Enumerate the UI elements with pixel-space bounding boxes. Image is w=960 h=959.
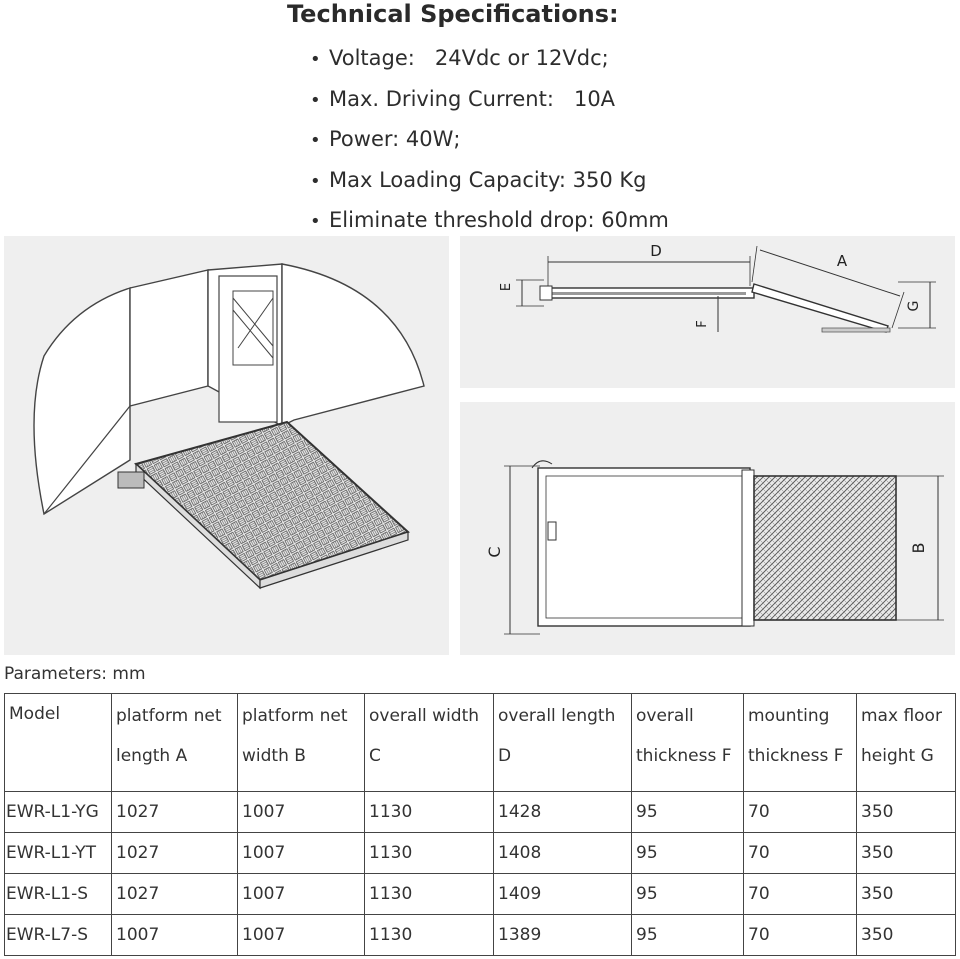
label-d: D bbox=[650, 242, 662, 260]
cell: 70 bbox=[744, 915, 857, 956]
header-width-c: overall width C bbox=[365, 694, 494, 792]
parameters-caption: Parameters: mm bbox=[4, 664, 146, 684]
cell: 350 bbox=[857, 833, 956, 874]
perspective-drawing bbox=[4, 236, 449, 655]
cell: EWR-L1-YT bbox=[5, 833, 112, 874]
table-row bbox=[5, 874, 956, 915]
top-view-drawing bbox=[460, 402, 955, 655]
cell: EWR-L7-S bbox=[5, 915, 112, 956]
spec-item-power: • Power: 40W; bbox=[310, 119, 669, 160]
side-view-panel bbox=[460, 236, 955, 388]
header-floor-height: max floor height G bbox=[857, 694, 956, 792]
cell: 70 bbox=[744, 833, 857, 874]
label-c: C bbox=[485, 546, 504, 558]
header-length-a: platform net length A bbox=[112, 694, 238, 792]
cell: 95 bbox=[632, 915, 744, 956]
cell: EWR-L1-S bbox=[5, 874, 112, 915]
cell: 95 bbox=[632, 833, 744, 874]
spec-title: Technical Specifications: bbox=[287, 0, 619, 28]
cell: 1027 bbox=[112, 874, 238, 915]
spec-item-threshold: • Eliminate threshold drop: 60mm bbox=[310, 200, 669, 241]
label-f: F bbox=[695, 320, 710, 328]
table-row bbox=[5, 833, 956, 874]
cell: 1007 bbox=[238, 915, 365, 956]
cell: 350 bbox=[857, 792, 956, 833]
spec-item-current: • Max. Driving Current: 10A bbox=[310, 79, 669, 120]
cell: 1027 bbox=[112, 833, 238, 874]
header-model: Model bbox=[5, 694, 112, 792]
cell: 1007 bbox=[238, 833, 365, 874]
cell: 1130 bbox=[365, 915, 494, 956]
cell: 350 bbox=[857, 915, 956, 956]
header-mounting-thickness: mounting thickness F bbox=[744, 694, 857, 792]
cell: 1389 bbox=[494, 915, 632, 956]
header-length-d: overall length D bbox=[494, 694, 632, 792]
cell: 95 bbox=[632, 874, 744, 915]
spec-item-voltage: • Voltage: 24Vdc or 12Vdc; bbox=[310, 38, 669, 79]
table-row bbox=[5, 915, 956, 956]
header-overall-thickness: overall thickness F bbox=[632, 694, 744, 792]
header-width-b: platform net width B bbox=[238, 694, 365, 792]
side-view-drawing bbox=[460, 236, 955, 388]
cell: 350 bbox=[857, 874, 956, 915]
cell: 1130 bbox=[365, 792, 494, 833]
cell: 70 bbox=[744, 874, 857, 915]
cell: 1408 bbox=[494, 833, 632, 874]
cell: 70 bbox=[744, 792, 857, 833]
perspective-drawing-panel bbox=[4, 236, 449, 655]
cell: 1027 bbox=[112, 792, 238, 833]
spec-list bbox=[310, 38, 669, 241]
spec-item-capacity: • Max Loading Capacity: 350 Kg bbox=[310, 160, 669, 201]
cell: 1409 bbox=[494, 874, 632, 915]
label-a: A bbox=[836, 252, 848, 270]
label-g: G bbox=[906, 300, 922, 312]
cell: 1130 bbox=[365, 874, 494, 915]
label-b: B bbox=[909, 542, 928, 554]
cell: 1428 bbox=[494, 792, 632, 833]
cell: EWR-L1-YG bbox=[5, 792, 112, 833]
cell: 95 bbox=[632, 792, 744, 833]
table-header-row bbox=[5, 694, 956, 792]
label-e: E bbox=[499, 282, 514, 292]
cell: 1007 bbox=[238, 792, 365, 833]
top-view-panel bbox=[460, 402, 955, 655]
table-row bbox=[5, 792, 956, 833]
cell: 1130 bbox=[365, 833, 494, 874]
cell: 1007 bbox=[112, 915, 238, 956]
parameters-table bbox=[4, 693, 956, 956]
cell: 1007 bbox=[238, 874, 365, 915]
